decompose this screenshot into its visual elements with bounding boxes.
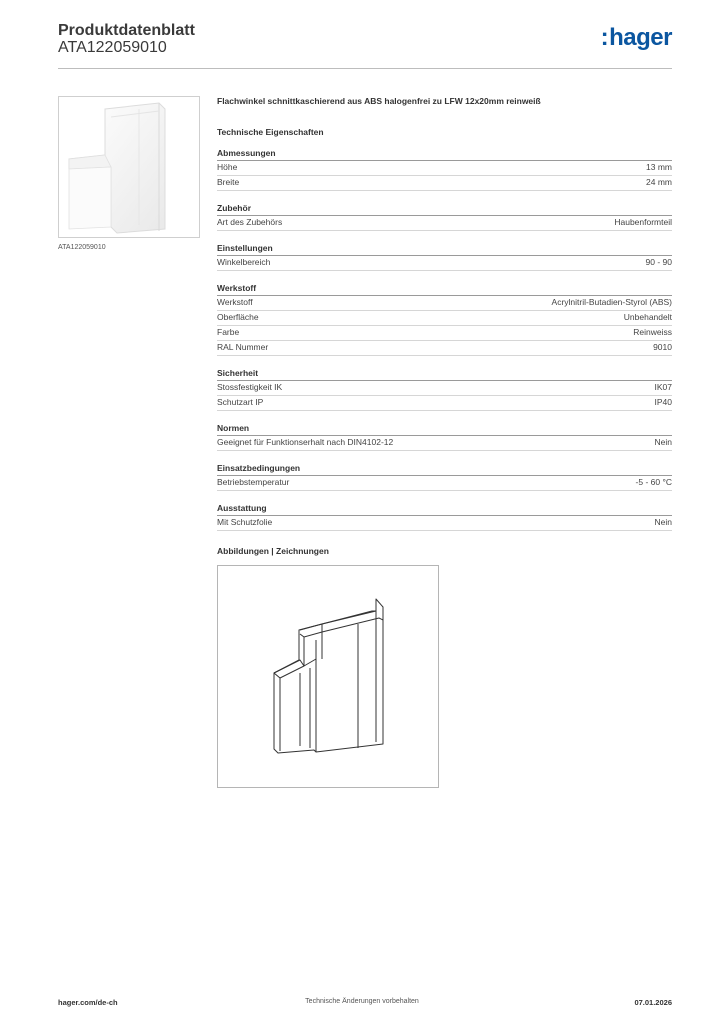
spec-row — [217, 311, 672, 326]
spec-group — [217, 242, 672, 271]
spec-group-title: Sicherheit — [217, 367, 672, 381]
spec-value: Nein — [654, 517, 672, 527]
product-description: Flachwinkel schnittkaschierend aus ABS halogenfrei zu LFW 12x20mm reinweiß — [217, 96, 541, 106]
technical-drawing — [217, 565, 439, 788]
spec-value: Unbehandelt — [623, 312, 672, 322]
spec-label: Geeignet für Funktionserhalt nach DIN4102-12 — [217, 437, 394, 447]
spec-group-title: Einsatzbedingungen — [217, 462, 672, 476]
spec-label: Mit Schutzfolie — [217, 517, 273, 527]
spec-row — [217, 436, 672, 451]
spec-value: -5 - 60 °C — [635, 477, 672, 487]
spec-group — [217, 462, 672, 491]
hager-logo — [601, 24, 672, 52]
spec-label: Art des Zubehörs — [217, 217, 283, 227]
spec-group — [217, 282, 672, 356]
spec-row — [217, 326, 672, 341]
spec-row — [217, 381, 672, 396]
spec-value: Haubenformteil — [614, 217, 672, 227]
header-divider — [58, 68, 672, 69]
product-code: ATA122059010 — [58, 39, 167, 56]
spec-label: Höhe — [217, 162, 238, 172]
spec-row — [217, 216, 672, 231]
section-heading: Technische Eigenschaften — [217, 127, 324, 137]
spec-row — [217, 516, 672, 531]
spec-label: RAL Nummer — [217, 342, 269, 352]
spec-row — [217, 176, 672, 191]
spec-label: Oberfläche — [217, 312, 259, 322]
product-photo — [58, 96, 200, 238]
spec-value: IP40 — [654, 397, 672, 407]
photo-caption: ATA122059010 — [58, 244, 106, 251]
spec-label: Stossfestigkeit IK — [217, 382, 283, 392]
spec-row — [217, 296, 672, 311]
spec-group-title: Werkstoff — [217, 282, 672, 296]
spec-group — [217, 367, 672, 411]
spec-group — [217, 202, 672, 231]
flat-angle-drawing-icon — [218, 566, 438, 787]
spec-group-title: Normen — [217, 422, 672, 436]
footer-date: 07.01.2026 — [634, 998, 672, 1007]
spec-label: Winkelbereich — [217, 257, 271, 267]
spec-group-title: Einstellungen — [217, 242, 672, 256]
spec-value: IK07 — [654, 382, 672, 392]
spec-group-title: Zubehör — [217, 202, 672, 216]
spec-row — [217, 396, 672, 411]
spec-row — [217, 476, 672, 491]
spec-row — [217, 161, 672, 176]
spec-value: 90 - 90 — [645, 257, 672, 267]
product-photo-icon — [59, 97, 199, 237]
spec-row — [217, 256, 672, 271]
logo-dots-icon: : — [600, 24, 609, 51]
page-title: Produktdatenblatt — [58, 22, 195, 39]
spec-value: 24 mm — [646, 177, 672, 187]
spec-group-title: Abmessungen — [217, 147, 672, 161]
spec-group-title: Ausstattung — [217, 502, 672, 516]
spec-value: Nein — [654, 437, 672, 447]
footer-website: hager.com/de-ch — [58, 998, 118, 1007]
spec-row — [217, 341, 672, 356]
spec-group — [217, 147, 672, 191]
spec-label: Betriebstemperatur — [217, 477, 290, 487]
spec-label: Werkstoff — [217, 297, 253, 307]
logo-text: hager — [609, 24, 672, 51]
spec-group — [217, 422, 672, 451]
spec-value: 13 mm — [646, 162, 672, 172]
specs-panel — [217, 96, 672, 542]
spec-value: 9010 — [653, 342, 672, 352]
spec-value: Acrylnitril-Butadien-Styrol (ABS) — [551, 297, 672, 307]
spec-group — [217, 502, 672, 531]
spec-label: Breite — [217, 177, 240, 187]
spec-value: Reinweiss — [633, 327, 672, 337]
footer-disclaimer: Technische Änderungen vorbehalten — [305, 998, 419, 1005]
drawings-heading: Abbildungen | Zeichnungen — [217, 546, 329, 556]
spec-label: Farbe — [217, 327, 240, 337]
spec-label: Schutzart IP — [217, 397, 264, 407]
